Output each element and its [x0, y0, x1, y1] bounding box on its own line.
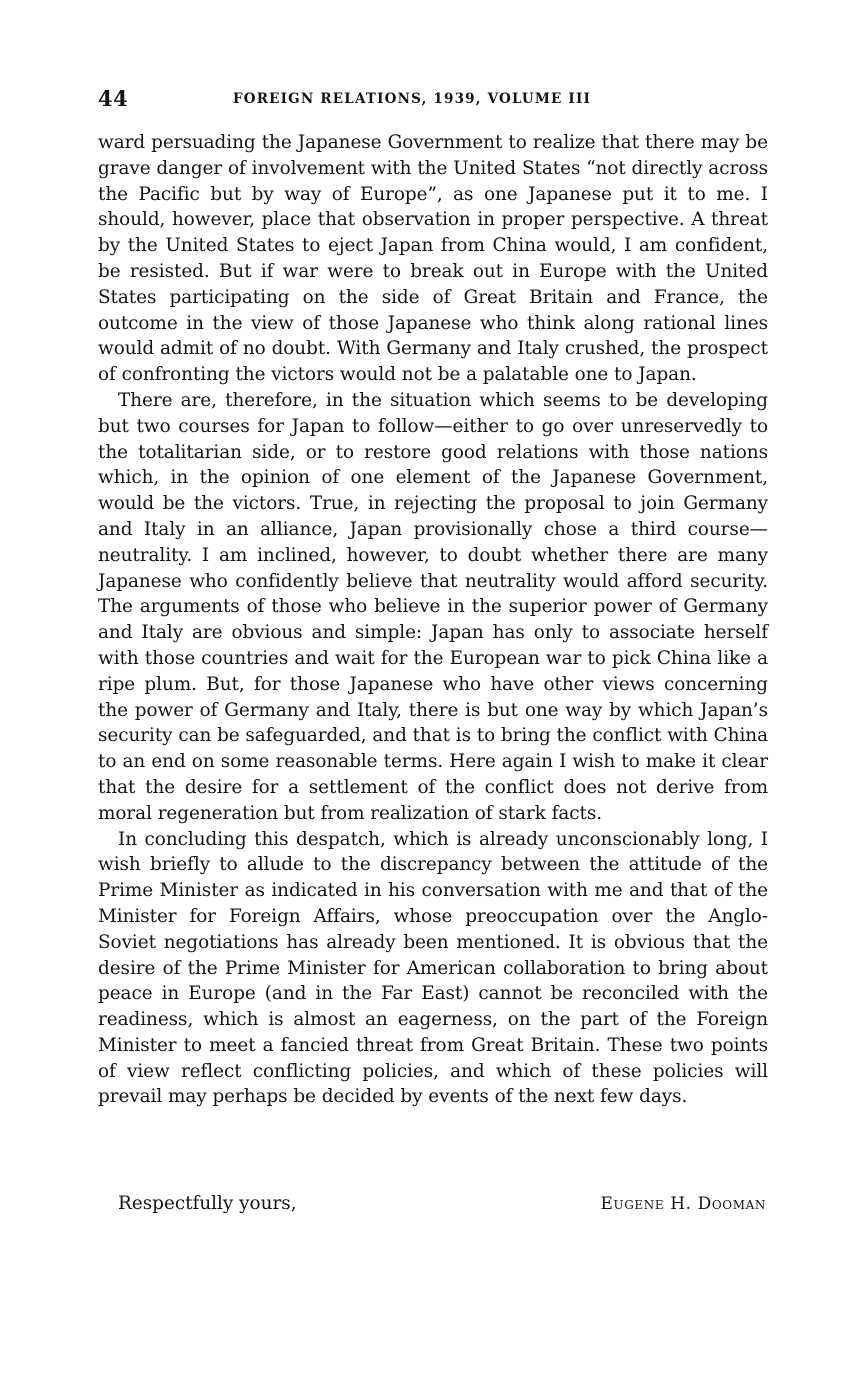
complimentary-close: Respectfully yours,: [118, 1193, 297, 1214]
running-title: FOREIGN RELATIONS, 1939, VOLUME III: [233, 91, 591, 107]
letter-closing: [98, 1193, 768, 1221]
signature: Eugene H. Dooman: [600, 1194, 766, 1214]
page-number: 44: [98, 86, 129, 111]
paragraph-two-courses: There are, therefore, in the situation which seems to be developing but two courses for Japan to follow—either to go over unreservedly to the totalitarian side, or to restore good relations with those nations which, in the opinion of one element of the Japanese Government, would be the victors. True, in rejecting the proposal to join Germany and Italy in an alliance, Japan provisionally chose a third course—neutrality. I am inclined, however, to doubt whether there are many Japanese who confidently believe that neutrality would afford security. The arguments of those who believe in the superior power of Germany and Italy are obvious and simple: Japan has only to associate herself with those countries and wait for the European war to pick China like a ripe plum. But, for those Japanese who have other views concerning the power of Germany and Italy, there is but one way by which Japan’s security can be safeguarded, and that is to bring the conflict with China to an end on some reasonable terms. Here again I wish to make it clear that the desire for a settlement of the conflict does not derive from moral regeneration but from realization of stark facts.: [98, 389, 768, 824]
body-text: [98, 130, 768, 1110]
paragraph-continuation: ward persuading the Japanese Government to realize that there may be grave danger of involvement with the United States “not directly across the Pacific but by way of Europe”, as one Japanese put it to me. I should, however, place that observation in proper perspective. A threat by the United States to eject Japan from China would, I am confident, be resisted. But if war were to break out in Europe with the United States participating on the side of Great Britain and France, the outcome in the view of those Japanese who think along rational lines would admit of no doubt. With Germany and Italy crushed, the prospect of confronting the victors would not be a palatable one to Japan.: [98, 132, 768, 386]
page-header: [98, 86, 768, 116]
paragraph-conclusion: In concluding this despatch, which is already unconscionably long, I wish briefly to allude to the discrepancy between the attitude of the Prime Minister as indicated in his conversation with me and that of the Minister for Foreign Affairs, whose preoccupation over the Anglo-Soviet negotiations has already been mentioned. It is obvious that the desire of the Prime Minister for American collaboration to bring about peace in Europe (and in the Far East) cannot be reconciled with the readiness, which is almost an eagerness, on the part of the Foreign Minister to meet a fancied threat from Great Britain. These two points of view reflect conflicting policies, and which of these policies will prevail may perhaps be decided by events of the next few days.: [98, 828, 768, 1108]
